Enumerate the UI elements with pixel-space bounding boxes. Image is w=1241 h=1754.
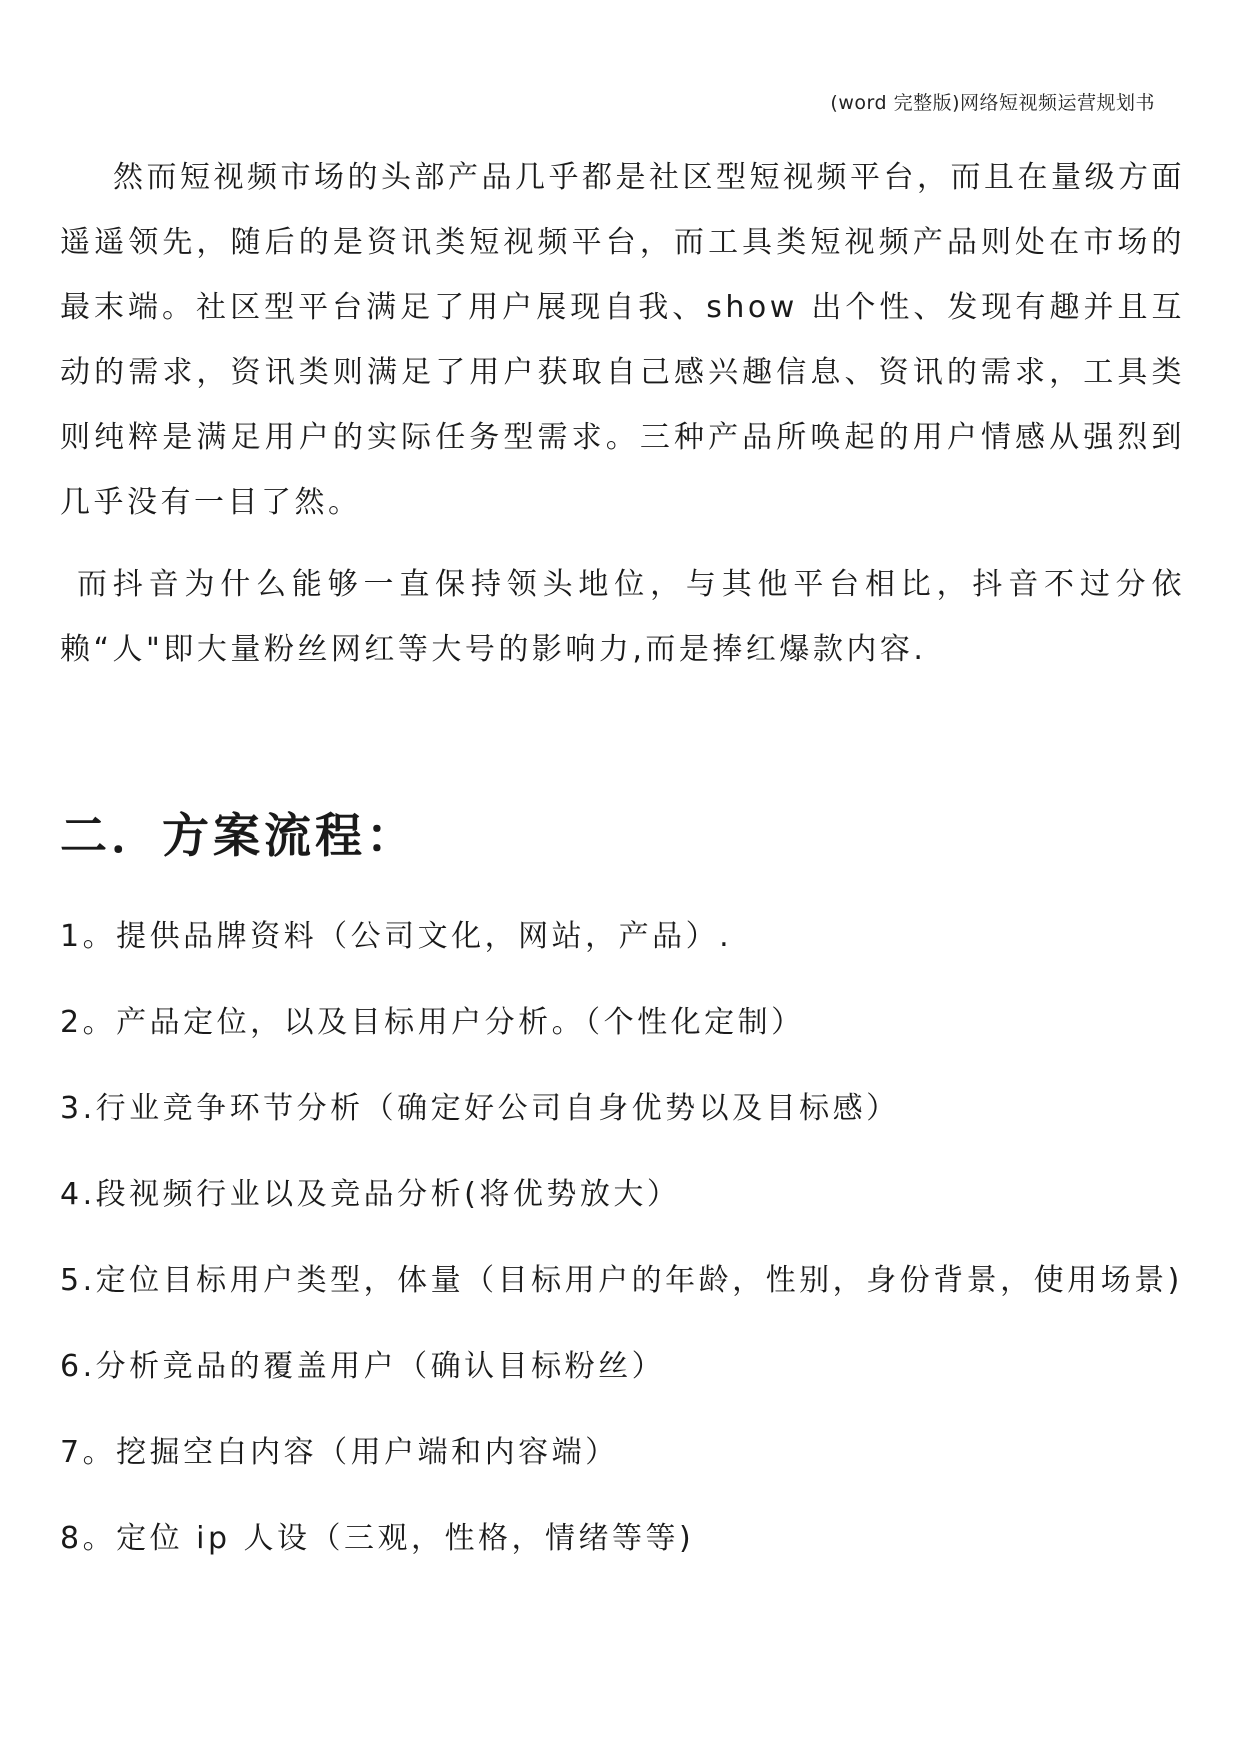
section-heading: 二．方案流程： bbox=[60, 809, 417, 864]
process-step-7: 7。挖掘空白内容（用户端和内容端） bbox=[60, 1435, 619, 1470]
process-steps-list bbox=[60, 905, 1185, 1593]
body-paragraph-douyin: 而抖音为什么能够一直保持领头地位，与其他平台相比，抖音不过分依赖“人"即大量粉丝网红等大号的影响力,而是捧红爆款内容. bbox=[60, 567, 1185, 667]
process-step-5: 5.定位目标用户类型，体量（目标用户的年龄，性别，身份背景，使用场景) bbox=[60, 1263, 1183, 1298]
process-step-6: 6.分析竞品的覆盖用户（确认目标粉丝） bbox=[60, 1349, 666, 1384]
body-paragraph-market: 然而短视频市场的头部产品几乎都是社区型短视频平台，而且在量级方面遥遥领先，随后的是资讯类短视频平台，而工具类短视频产品则处在市场的最末端。社区型平台满足了用户展现自我、show 出个性、发现有趣并且互动的需求，资讯类则满足了用户获取自己感兴趣信息、资讯的需求，工具类则纯粹是满足用户的实际任务型需求。三种产品所唤起的用户情感从强烈到几乎没有一目了然。 bbox=[60, 160, 1185, 520]
process-step-2: 2。产品定位，以及目标用户分析。（个性化定制） bbox=[60, 1005, 805, 1040]
process-step-1: 1。提供品牌资料（公司文化，网站，产品）. bbox=[60, 919, 733, 954]
page-header: (word 完整版)网络短视频运营规划书 bbox=[830, 92, 1155, 114]
process-step-3: 3.行业竞争环节分析（确定好公司自身优势以及目标感） bbox=[60, 1091, 900, 1126]
process-step-8: 8。定位 ip 人设（三观，性格，情绪等等) bbox=[60, 1521, 695, 1556]
process-step-4: 4.段视频行业以及竞品分析(将优势放大） bbox=[60, 1177, 681, 1212]
